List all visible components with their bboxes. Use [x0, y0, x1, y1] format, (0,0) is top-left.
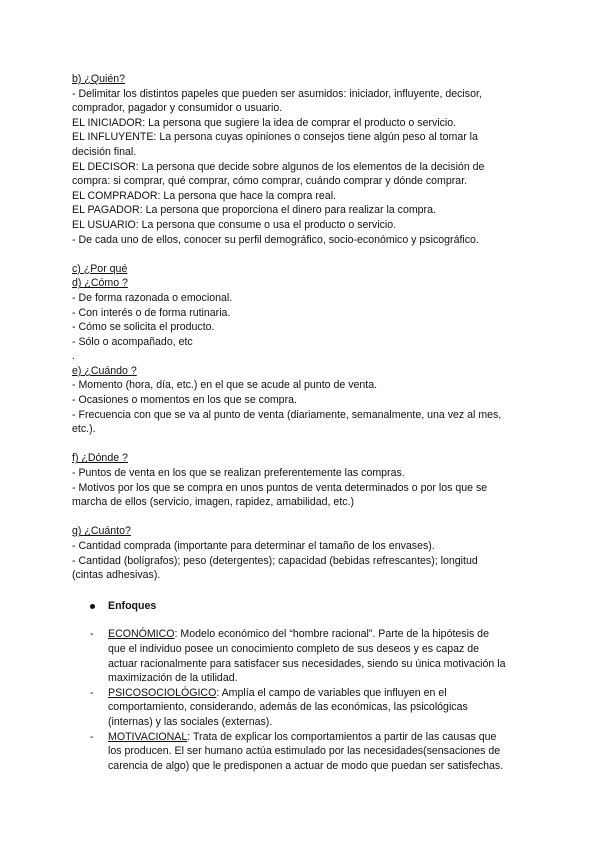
- enfoques-bullet: [72, 599, 532, 619]
- heading-cuanto: g) ¿Cuánto?: [72, 525, 131, 538]
- text-line: EL PAGADOR: La persona que proporciona el dinero para realizar la compra.: [72, 204, 436, 217]
- text-line: marcha de ellos (servicio, imagen, rapidez, amabilidad, etc.): [72, 496, 355, 509]
- term-psicosociologico: PSICOSOCIOLÓGICO: [108, 686, 217, 699]
- spacer: [72, 510, 532, 525]
- text-line: - Ocasiones o momentos en los que se compra.: [72, 394, 297, 407]
- text-line: EL USUARIO: La persona que consume o usa el producto o servicio.: [72, 218, 397, 231]
- text-line: EL INFLUYENTE: La persona cuyas opiniones o consejos tiene algún peso al tomar la: [72, 131, 478, 144]
- text-line: - Frecuencia con que se va al punto de venta (diariamente, semanalmente, una vez al mes,: [72, 408, 502, 421]
- text-line: - De cada uno de ellos, conocer su perfil demográfico, socio-económico y psicográfico.: [72, 233, 479, 246]
- heading-cuando: e) ¿Cuándo ?: [72, 364, 137, 377]
- text-line: - Cantidad (bolígrafos); peso (detergentes); capacidad (bebidas refrescantes); longitud: [72, 554, 478, 567]
- text-line: .: [72, 350, 75, 363]
- text-line: - Delimitar los distintos papeles que pueden ser asumidos: iniciador, influyente, decisor,: [72, 87, 482, 100]
- text-line: - Puntos de venta en los que se realizan preferentemente las compras.: [72, 467, 405, 480]
- heading-donde: f) ¿Dónde ?: [72, 452, 128, 465]
- text-line: EL DECISOR: La persona que decide sobre algunos de los elementos de la decisión de: [72, 160, 485, 173]
- text-line: - Sólo o acompañado, etc: [72, 335, 193, 348]
- text-line: - Momento (hora, día, etc.) en el que se acude al punto de venta.: [72, 379, 378, 392]
- text-line: (internas) y las sociales (externas).: [108, 715, 273, 728]
- enfoque-item-psicosociologico: [72, 686, 532, 730]
- text-line: : Amplía el campo de variables que influyen en el: [216, 686, 447, 699]
- text-line: EL COMPRADOR: La persona que hace la compra real.: [72, 189, 336, 202]
- term-economico: ECONÓMICO: [108, 628, 175, 641]
- spacer: [72, 583, 532, 598]
- bullet-dot-icon: [90, 604, 95, 609]
- spacer: [72, 437, 532, 452]
- text-line: los producen. El ser humano actúa estimulado por las necesidades(sensaciones de: [108, 745, 501, 758]
- dash-marker: -: [90, 686, 94, 699]
- text-line: : Trata de explicar los comportamientos a partir de las causas que: [187, 730, 497, 743]
- text-line: comportamiento, considerando, además de las económicas, las psicológicas: [108, 701, 468, 714]
- text-line: etc.).: [72, 423, 96, 436]
- spacer: [72, 247, 532, 262]
- enfoque-item-motivacional: [72, 730, 532, 774]
- enfoques-label: Enfoques: [108, 600, 157, 613]
- text-line: - Cantidad comprada (importante para determinar el tamaño de los envases).: [72, 540, 435, 552]
- dash-marker: -: [90, 730, 94, 743]
- text-line: que el individuo posee un conocimiento completo de sus deseos y es capaz de: [108, 642, 480, 655]
- text-line: - Motivos por los que se compra en unos puntos de venta determinados o por los que se: [72, 481, 488, 494]
- text-line: - Cómo se solicita el producto.: [72, 321, 215, 334]
- text-line: maximización de la utilidad.: [108, 672, 238, 685]
- text-line: compra: si comprar, qué comprar, cómo comprar, cuándo comprar y dónde comprar.: [72, 175, 468, 188]
- enfoque-item-economico: [72, 627, 532, 685]
- enfoques-list: [72, 627, 532, 773]
- heading-por-que: c) ¿Por qué: [72, 262, 128, 275]
- heading-como: d) ¿Cómo ?: [72, 277, 128, 290]
- text-line: carencia de algo) que le predisponen a actuar de modo que puedan ser satisfechas.: [108, 759, 504, 772]
- heading-quien: b) ¿Quién?: [72, 73, 125, 85]
- text-line: - Con interés o de forma rutinaria.: [72, 306, 231, 319]
- text-line: comprador, pagador y consumidor o usuario.: [72, 102, 283, 115]
- text-line: (cintas adhesivas).: [72, 569, 161, 582]
- term-motivacional: MOTIVACIONAL: [108, 730, 188, 743]
- text-line: : Modelo económico del “hombre racional”. Parte de la hipótesis de: [174, 628, 489, 641]
- document-body: [72, 72, 532, 773]
- dash-marker: -: [90, 628, 94, 641]
- text-line: actuar racionalmente para satisfacer sus necesidades, siendo su única motivación la: [108, 657, 506, 670]
- text-line: - De forma razonada o emocional.: [72, 291, 233, 304]
- text-line: decisión final.: [72, 145, 137, 158]
- text-line: EL INICIADOR: La persona que sugiere la idea de comprar el producto o servicio.: [72, 116, 457, 129]
